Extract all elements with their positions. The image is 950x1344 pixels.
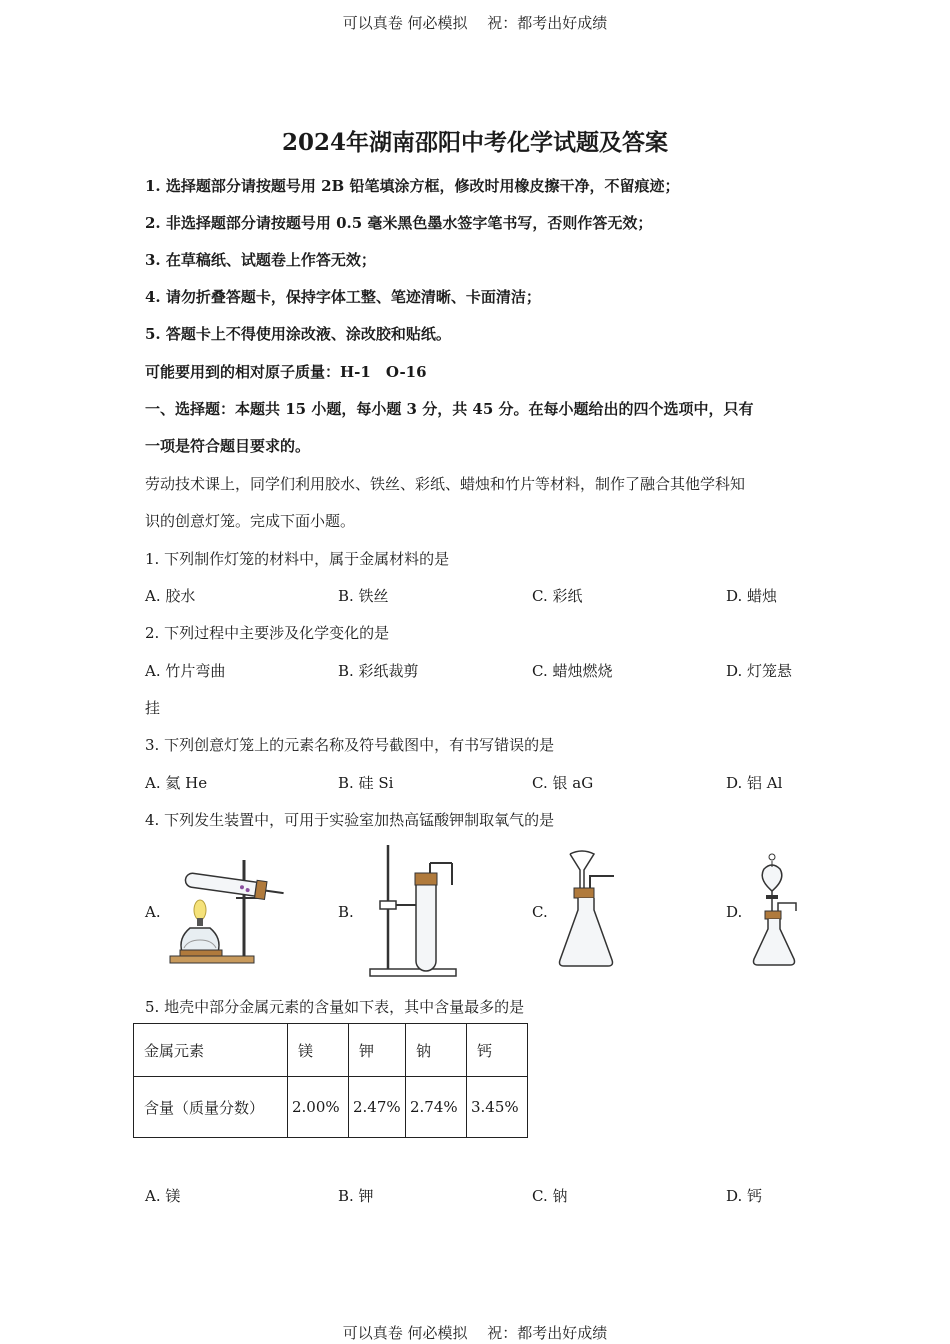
instruction-1: 1. 选择题部分请按题号用 2B 铅笔填涂方框，修改时用橡皮擦干净，不留痕迹； <box>145 177 680 195</box>
table-cell: 含量（质量分数） <box>134 1077 288 1138</box>
metal-content-table <box>133 1023 528 1138</box>
table-row <box>134 1077 528 1138</box>
instruction-3: 3. 在草稿纸、试题卷上作答无效； <box>145 251 376 269</box>
q1-option-a[interactable]: A. 胶水 <box>145 587 196 605</box>
q4-option-c[interactable]: C. <box>532 903 548 921</box>
q4-option-a[interactable]: A. <box>145 903 161 921</box>
q2-stem: 2. 下列过程中主要涉及化学变化的是 <box>145 624 390 642</box>
q3-option-a[interactable]: A. 氦 He <box>145 774 208 792</box>
section-heading-line2: 一项是符合题目要求的。 <box>145 437 311 455</box>
apparatus-b-image <box>366 843 462 979</box>
q4-option-b[interactable]: B. <box>338 903 354 921</box>
instruction-2: 2. 非选择题部分请按题号用 0.5 毫米黑色墨水签字笔书写，否则作答无效； <box>145 214 653 232</box>
q4-stem: 4. 下列发生装置中，可用于实验室加热高锰酸钾制取氧气的是 <box>145 811 555 829</box>
q1-option-b[interactable]: B. 铁丝 <box>338 587 389 605</box>
apparatus-d-image <box>750 853 800 969</box>
q2-option-d-wrap: 挂 <box>145 699 161 717</box>
q3-option-b[interactable]: B. 硅 Si <box>338 774 394 792</box>
q2-option-b[interactable]: B. 彩纸裁剪 <box>338 662 419 680</box>
q5-option-c[interactable]: C. 钠 <box>532 1187 568 1205</box>
q2-option-d[interactable]: D. 灯笼悬 <box>726 662 793 680</box>
q3-option-c[interactable]: C. 银 aG <box>532 774 594 792</box>
q1-option-d[interactable]: D. 蜡烛 <box>726 587 778 605</box>
q5-option-b[interactable]: B. 钾 <box>338 1187 374 1205</box>
instruction-4: 4. 请勿折叠答题卡，保持字体工整、笔迹清晰、卡面清洁； <box>145 288 541 306</box>
q1-option-c[interactable]: C. 彩纸 <box>532 587 583 605</box>
table-row <box>134 1024 528 1077</box>
table-cell: 2.47% <box>349 1077 406 1138</box>
q5-option-d[interactable]: D. 钙 <box>726 1187 763 1205</box>
q2-option-c[interactable]: C. 蜡烛燃烧 <box>532 662 613 680</box>
table-cell: 2.00% <box>288 1077 349 1138</box>
q5-option-a[interactable]: A. 镁 <box>145 1187 181 1205</box>
apparatus-c-image <box>556 850 620 972</box>
table-cell: 3.45% <box>467 1077 528 1138</box>
table-header-cell: 镁 <box>288 1024 349 1077</box>
section-heading-line1: 一、选择题：本题共 15 小题，每小题 3 分，共 45 分。在每小题给出的四个选项中，只有 <box>145 400 754 418</box>
q3-stem: 3. 下列创意灯笼上的元素名称及符号截图中，有书写错误的是 <box>145 736 555 754</box>
q5-stem: 5. 地壳中部分金属元素的含量如下表，其中含量最多的是 <box>145 998 525 1016</box>
table-header-cell: 钙 <box>467 1024 528 1077</box>
apparatus-a-image <box>166 852 290 968</box>
table-header-cell: 钠 <box>406 1024 467 1077</box>
page-footer: 可以真卷 何必模拟 祝：都考出好成绩 <box>342 1324 608 1342</box>
q3-option-d[interactable]: D. 铝 Al <box>726 774 783 792</box>
page-header: 可以真卷 何必模拟 祝：都考出好成绩 <box>342 14 608 32</box>
table-header-cell: 金属元素 <box>134 1024 288 1077</box>
context-line2: 识的创意灯笼。完成下面小题。 <box>145 512 356 530</box>
instruction-5: 5. 答题卡上不得使用涂改液、涂改胶和贴纸。 <box>145 325 451 343</box>
q1-stem: 1. 下列制作灯笼的材料中，属于金属材料的是 <box>145 550 450 568</box>
table-header-cell: 钾 <box>349 1024 406 1077</box>
table-cell: 2.74% <box>406 1077 467 1138</box>
atomic-mass-note: 可能要用到的相对原子质量：H-1 O-16 <box>145 363 427 381</box>
page-title: 2024年湖南邵阳中考化学试题及答案 <box>281 129 668 156</box>
q4-option-d[interactable]: D. <box>726 903 743 921</box>
context-line1: 劳动技术课上，同学们利用胶水、铁丝、彩纸、蜡烛和竹片等材料，制作了融合其他学科知 <box>145 475 746 493</box>
q2-option-a[interactable]: A. 竹片弯曲 <box>145 662 226 680</box>
